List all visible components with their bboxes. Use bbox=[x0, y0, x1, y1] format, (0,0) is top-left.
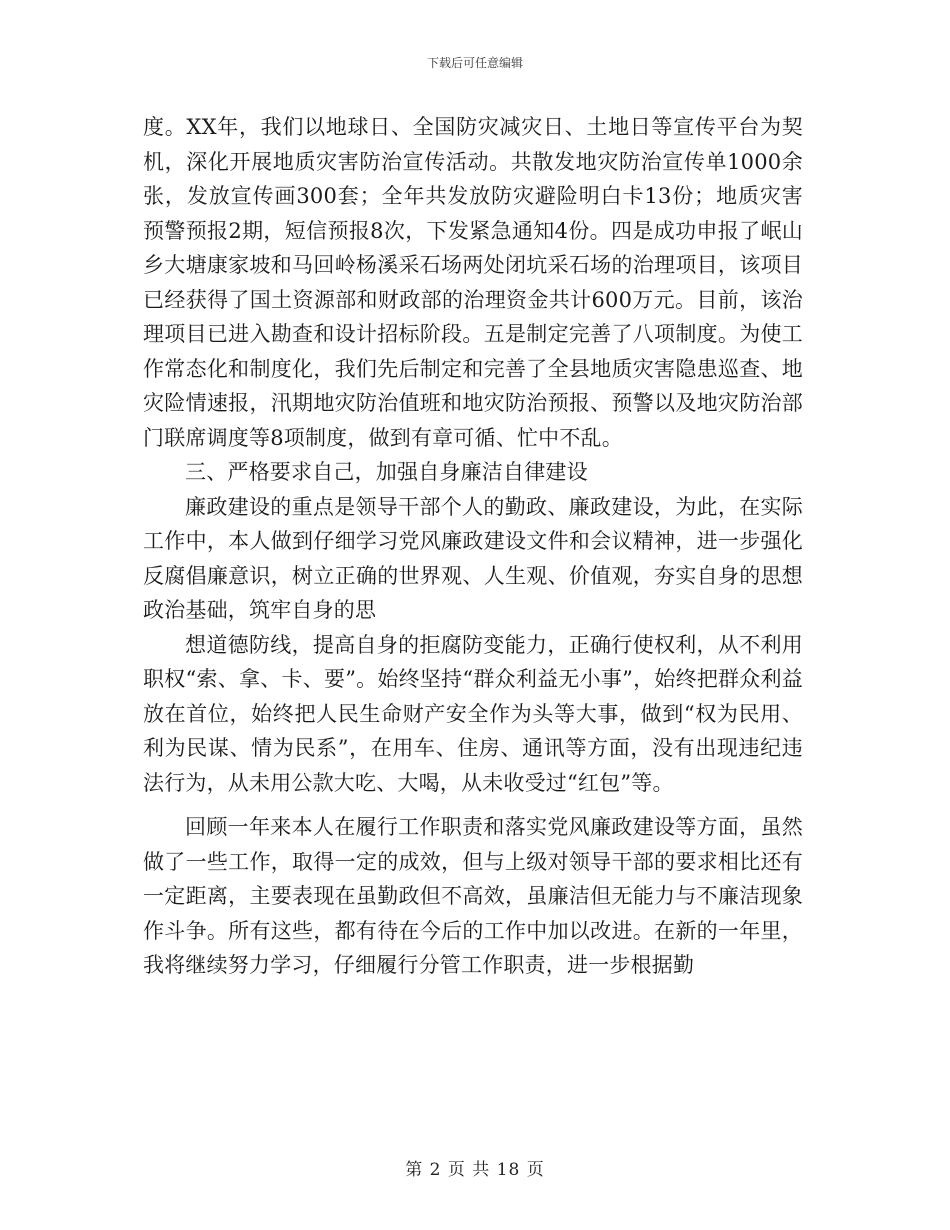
section-heading-3: 三、严格要求自己，加强自身廉洁自律建设 bbox=[185, 460, 588, 484]
header-note: 下载后可任意编辑 bbox=[426, 56, 523, 70]
document-body bbox=[143, 110, 803, 983]
paragraph-gap bbox=[143, 800, 803, 810]
paragraph-5: 回顾一年来本人在履行工作职责和落实党风廉政建设等方面，虽然做了一些工作，取得一定的成效，但与上级对领导干部的要求相比还有一定距离，主要表现在虽勤政但不高效，虽廉洁但无能力与不廉洁现象作斗争。所有这些，都有待在今后的工作中加以改进。在新的一年里，我将继续努力学习，仔细履行分管工作职责，进一步根据勤 bbox=[143, 815, 803, 977]
paragraph-3: 廉政建设的重点是领导干部个人的勤政、廉政建设，为此，在实际工作中，本人做到仔细学习党风廉政建设文件和会议精神，进一步强化反腐倡廉意识，树立正确的世界观、人生观、价值观，夯实自身的思想政治基础，筑牢自身的思 bbox=[143, 494, 803, 622]
paragraph-1: 度。XX年，我们以地球日、全国防灾减灾日、土地日等宣传平台为契机，深化开展地质灾害防治宣传活动。共散发地灾防治宣传单1000余张，发放宣传画300套；全年共发放防灾避险明白卡13份；地质灾害预警预报2期，短信预报8次，下发紧急通知4份。四是成功申报了岷山乡大塘康家坡和马回岭杨溪采石场两处闭坑采石场的治理项目，该项目已经获得了国土资源部和财政部的治理资金共计600万元。目前，该治理项目已进入勘查和设计招标阶段。五是制定完善了八项制度。为使工作常态化和制度化，我们先后制定和完善了全县地质灾害隐患巡查、地灾险情速报，汛期地灾防治值班和地灾防治预报、预警以及地灾防治部门联席调度等8项制度，做到有章可循、忙中不乱。 bbox=[143, 115, 803, 450]
paragraph-4: 想道德防线，提高自身的拒腐防变能力，正确行使权利，从不利用职权“索、拿、卡、要”。始终坚持“群众利益无小事”，始终把群众利益放在首位，始终把人民生命财产安全作为头等大事，做到“权为民用、利为民谋、情为民系”，在用车、住房、通讯等方面，没有出现违纪违法行为，从未用公款大吃、大喝，从未收受过“红包”等。 bbox=[143, 632, 803, 795]
page-number-footer: 第 2 页 共 18 页 bbox=[405, 1160, 545, 1180]
